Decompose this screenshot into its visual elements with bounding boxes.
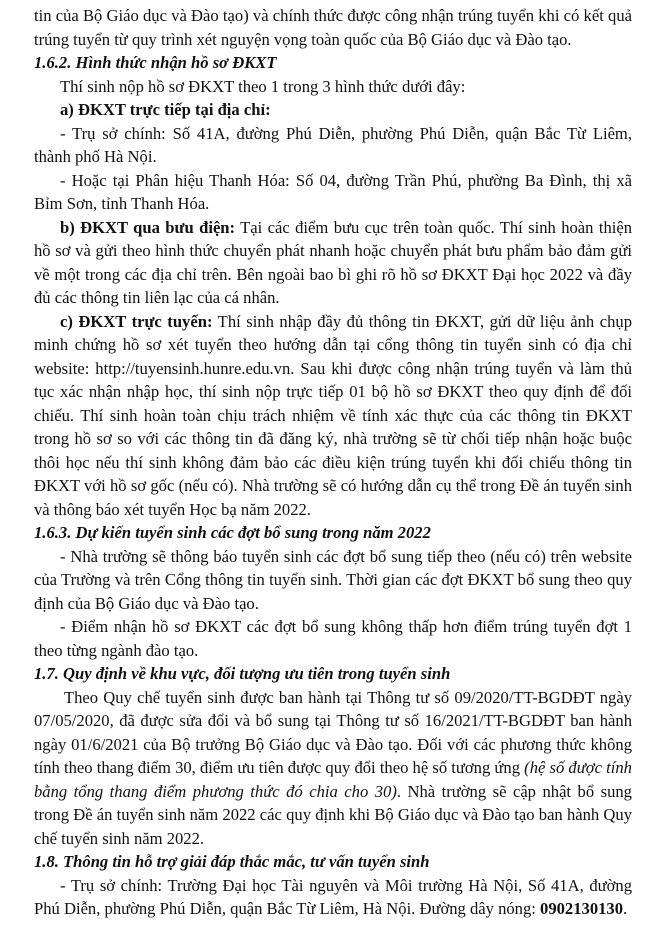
- supplementary-round-notice: - Nhà trường sẽ thông báo tuyển sinh các đợt bổ sung tiếp theo (nếu có) trên website của Trường và trên Cổng thông tin tuyển sinh. Thời gian các đợt ĐKXT bổ sung theo quy định của Bộ Giáo dục và Đào tạo.: [34, 546, 632, 613]
- section-heading-1-6-2: 1.6.2. Hình thức nhận hồ sơ ĐKXT: [34, 53, 277, 72]
- subheading-postal: b) ĐKXT qua bưu điện:: [60, 217, 236, 237]
- address-main-campus: - Trụ sở chính: Số 41A, đường Phú Diễn, phường Phú Diễn, quận Bắc Từ Liêm, thành phố Hà Nội.: [34, 123, 632, 166]
- submission-lead: Thí sinh nộp hồ sơ ĐKXT theo 1 trong 3 hình thức dưới đây:: [60, 76, 466, 96]
- priority-text-before: Theo Quy chế tuyển sinh được ban hành tại Thông tư số 09/2020/TT-BGDĐT ngày 07/05/2020, đã được sửa đổi và bổ sung tại Thông tư số 16/2021/TT-BGDĐT ban hành ngày 01/6/2021 của Bộ trưởng Bộ Giáo dục và Đào tạo. Đối với các phương thức không tính theo thang điểm 30, điểm ưu tiên được quy đổi theo hệ số tương ứng: [34, 687, 632, 777]
- address-thanh-hoa-branch: - Hoặc tại Phân hiệu Thanh Hóa: Số 04, đường Trần Phú, phường Ba Đình, thị xã Bỉm Sơn, tỉnh Thanh Hóa.: [34, 170, 632, 213]
- subheading-online: c) ĐKXT trực tuyến:: [60, 311, 213, 331]
- hotline-number: 0902130130: [540, 899, 623, 918]
- section-heading-1-8: 1.8. Thông tin hỗ trợ giải đáp thắc mắc, tư vấn tuyển sinh: [34, 852, 430, 871]
- contact-paragraph: [34, 874, 632, 921]
- intro-paragraph: tin của Bộ Giáo dục và Đào tạo) và chính thức được công nhận trúng tuyển khi có kết quả trúng tuyển từ quy trình xét nguyện vọng toàn quốc của Bộ Giáo dục và Đào tạo.: [34, 6, 632, 49]
- online-text: Thí sinh nhập đầy đủ thông tin ĐKXT, gửi dữ liệu ảnh chụp minh chứng hồ sơ xét tuyển theo hướng dẫn tại cổng thông tin tuyển sinh có địa chỉ website: http://tuyensinh.hunre.edu.vn. Sau khi được công nhận trúng tuyển và làm thủ tục xác nhận nhập học, thí sinh nộp trực tiếp 01 bộ hồ sơ ĐKXT theo quy định để đối chiếu. Thí sinh hoàn toàn chịu trách nhiệm về tính xác thực của các thông tin ĐKXT trong hồ sơ so với các thông tin đã đăng ký, nhà trường sẽ từ chối tiếp nhận hoặc buộc thôi học nếu thí sinh không đảm bảo các điều kiện trúng tuyển khi đối chiếu thông tin ĐKXT với hồ sơ gốc (nếu có). Nhà trường sẽ có hướng dẫn cụ thể trong Đề án tuyển sinh và thông báo xét tuyển Học bạ năm 2022.: [34, 311, 632, 519]
- postal-paragraph: [34, 216, 632, 310]
- postal-text: Tại các điểm bưu cục trên toàn quốc. Thí sinh hoàn thiện hồ sơ và gửi theo hình thức chuyển phát nhanh hoặc chuyển phát bưu phẩm bảo đảm gửi về một trong các địa chỉ trên. Bên ngoài bao bì ghi rõ hồ sơ ĐKXT Đại học 2022 và đầy đủ các thông tin liên lạc của cá nhân.: [34, 217, 633, 307]
- section-heading-1-6-3: 1.6.3. Dự kiến tuyển sinh các đợt bổ sung trong năm 2022: [34, 523, 431, 542]
- subheading-direct: a) ĐKXT trực tiếp tại địa chỉ:: [60, 100, 271, 119]
- online-paragraph: [34, 310, 632, 522]
- supplementary-score-rule: - Điểm nhận hồ sơ ĐKXT các đợt bổ sung không thấp hơn điểm trúng tuyển đợt 1 theo từng ngành đào tạo.: [34, 617, 632, 660]
- contact-text: - Trụ sở chính: Trường Đại học Tài nguyên và Môi trường Hà Nội, Số 41A, đường Phú Diễn, phường Phú Diễn, quận Bắc Từ Liêm, Hà Nội. Đường dây nóng:: [34, 875, 632, 918]
- section-heading-1-7: 1.7. Quy định về khu vực, đối tượng ưu tiên trong tuyển sinh: [34, 664, 451, 683]
- contact-end: .: [623, 899, 628, 918]
- priority-text-after: . Nhà trường sẽ cập nhật bổ sung trong Đề án tuyển sinh năm 2022 các quy định khi Bộ Giáo dục và Đào tạo ban hành Quy chế tuyển sinh năm 2022.: [34, 781, 632, 848]
- priority-text-italic: (hệ số được tính bằng tổng thang điểm phương thức đó chia cho 30): [34, 758, 632, 801]
- priority-regulation-paragraph: [34, 686, 632, 851]
